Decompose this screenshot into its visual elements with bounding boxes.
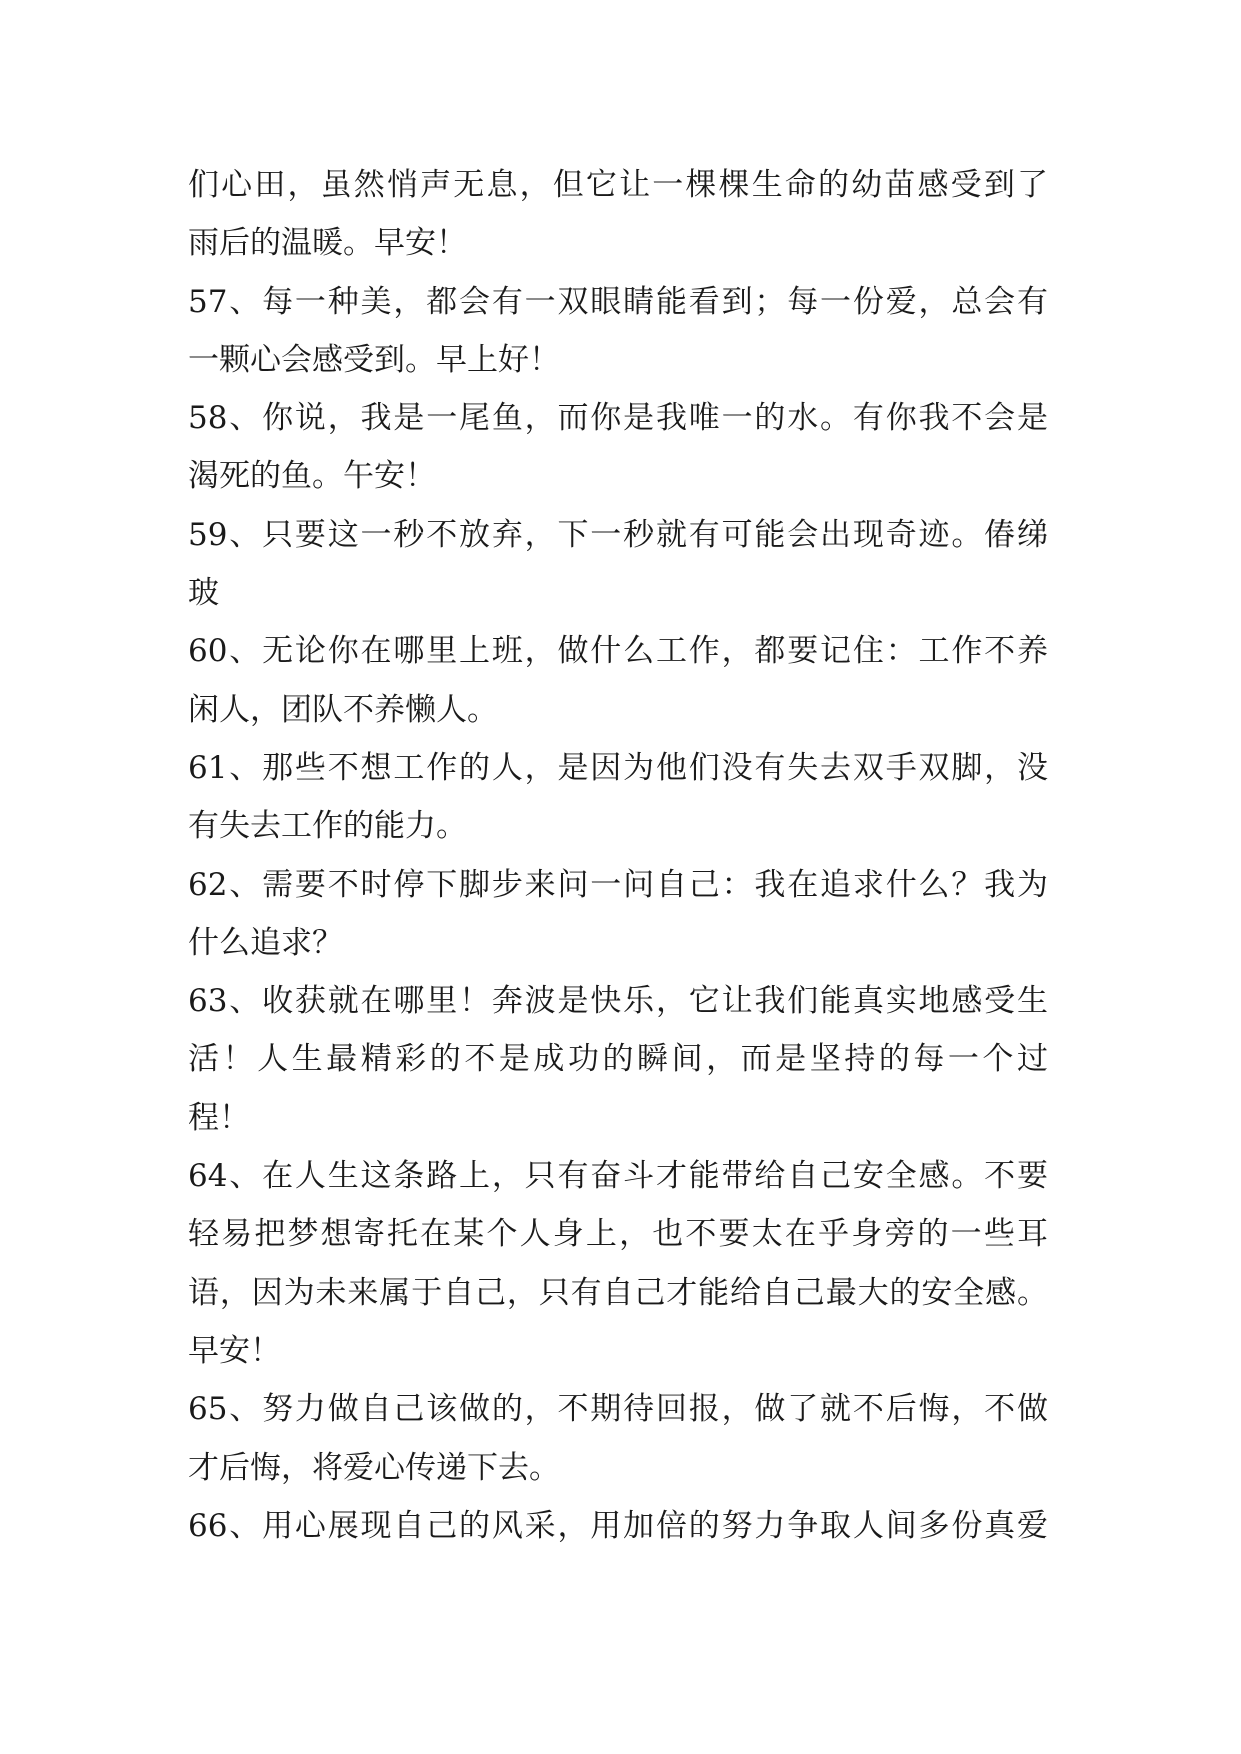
text-line: 玻 — [188, 575, 219, 612]
document-body — [188, 156, 1048, 1555]
text-line: 66、用心展现自己的风采，用加倍的努力争取人间多份真爱 — [188, 1507, 1048, 1544]
text-line: 才后悔，将爱心传递下去。 — [188, 1449, 560, 1486]
text-line: 早安！ — [188, 1332, 281, 1369]
text-line: 64、在人生这条路上，只有奋斗才能带给自己安全感。不要 — [188, 1158, 1048, 1195]
text-line: 62、需要不时停下脚步来问一问自己：我在追求什么？我为 — [188, 866, 1048, 903]
text-line: 一颗心会感受到。早上好！ — [188, 341, 560, 378]
text-line: 雨后的温暖。早安！ — [188, 225, 467, 262]
text-line: 65、努力做自己该做的，不期待回报，做了就不后悔，不做 — [188, 1391, 1048, 1428]
text-line: 们心田，虽然悄声无息，但它让一棵棵生命的幼苗感受到了 — [188, 167, 1048, 203]
text-line: 58、你说，我是一尾鱼，而你是我唯一的水。有你我不会是 — [188, 400, 1048, 437]
text-line: 轻易把梦想寄托在某个人身上，也不要太在乎身旁的一些耳 — [188, 1216, 1048, 1253]
text-line: 59、只要这一秒不放弃，下一秒就有可能会出现奇迹。偆绨 — [188, 516, 1048, 553]
text-line: 61、那些不想工作的人，是因为他们没有失去双手双脚，没 — [188, 749, 1048, 786]
text-line: 活！人生最精彩的不是成功的瞬间，而是坚持的每一个过 — [188, 1041, 1048, 1078]
text-line: 57、每一种美，都会有一双眼睛能看到；每一份爱，总会有 — [188, 283, 1048, 320]
text-line: 什么追求？ — [188, 924, 343, 961]
text-line: 60、无论你在哪里上班，做什么工作，都要记住：工作不养 — [188, 633, 1048, 670]
text-line: 渴死的鱼。午安！ — [188, 458, 436, 495]
text-line: 闲人，团队不养懒人。 — [188, 691, 498, 728]
text-line: 程！ — [188, 1099, 250, 1136]
text-line: 有失去工作的能力。 — [188, 808, 467, 845]
text-line: 63、收获就在哪里！奔波是快乐，它让我们能真实地感受生 — [188, 983, 1048, 1020]
text-line: 语，因为未来属于自己，只有自己才能给自己最大的安全感。 — [188, 1274, 1048, 1311]
